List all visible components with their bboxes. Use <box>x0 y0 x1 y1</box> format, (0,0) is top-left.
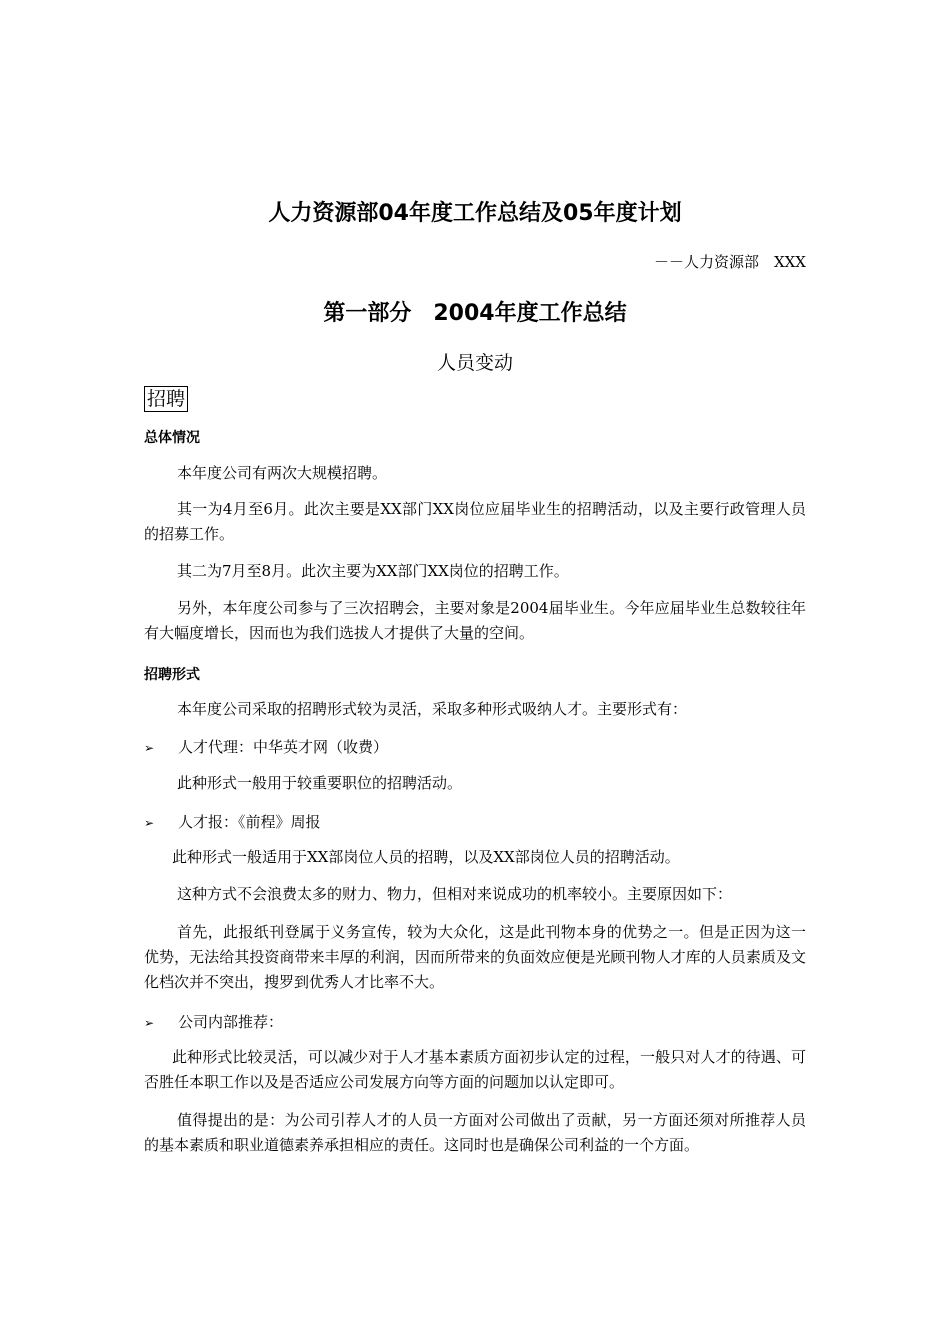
arrow-bullet-icon: ➢ <box>144 1016 155 1030</box>
bullet-text: 人才代理：中华英才网（收费） <box>178 738 389 756</box>
heading-overview: 总体情况 <box>144 430 200 446</box>
paragraph: 值得提出的是：为公司引荐人才的人员一方面对公司做出了贡献，另一方面还须对所推荐人员的基本素质和职业道德素养承担相应的责任。这同时也是确保公司利益的一个方面。 <box>144 1111 806 1154</box>
paragraph: 此种形式比较灵活，可以减少对于人才基本素质方面初步认定的过程，一般只对人才的待遇、可否胜任本职工作以及是否适应公司发展方向等方面的问题加以认定即可。 <box>144 1048 806 1091</box>
bullet-item <box>144 736 388 759</box>
paragraph: 首先，此报纸刊登属于义务宣传，较为大众化，这是此刊物本身的优势之一。但是正因为这一优势，无法给其投资商带来丰厚的利润，因而所带来的负面效应便是光顾刊物人才库的人员素质及文化档次并不突出，搜罗到优秀人才比率不大。 <box>144 923 806 991</box>
bullet-text: 人才报：《前程》周报 <box>178 813 321 831</box>
paragraph: 此种形式一般用于较重要职位的招聘活动。 <box>177 774 463 792</box>
paragraph: 这种方式不会浪费太多的财力、物力，但相对来说成功的机率较小。主要原因如下： <box>177 885 733 903</box>
bullet-item <box>144 811 321 834</box>
arrow-bullet-icon: ➢ <box>144 816 155 830</box>
heading-forms: 招聘形式 <box>144 667 200 683</box>
bullet-item <box>144 1011 283 1034</box>
paragraph: 本年度公司采取的招聘形式较为灵活，采取多种形式吸纳人才。主要形式有： <box>177 700 688 718</box>
section-title: 人员变动 <box>436 352 513 374</box>
paragraph: 其一为4月至6月。此次主要是XX部门XX岗位应届毕业生的招聘活动，以及主要行政管理人员的招募工作。 <box>144 500 806 543</box>
paragraph: 此种形式一般适用于XX部岗位人员的招聘，以及XX部岗位人员的招聘活动。 <box>172 848 680 866</box>
subsection-heading-boxed: 招聘 <box>144 386 188 412</box>
document-author: －－人力资源部 XXX <box>653 253 806 271</box>
paragraph: 另外，本年度公司参与了三次招聘会，主要对象是2004届毕业生。今年应届毕业生总数较往年有大幅度增长，因而也为我们选拔人才提供了大量的空间。 <box>144 599 806 642</box>
part-title: 第一部分 2004年度工作总结 <box>323 301 627 326</box>
arrow-bullet-icon: ➢ <box>144 741 155 755</box>
bullet-text: 公司内部推荐： <box>178 1013 284 1031</box>
paragraph: 其二为7月至8月。此次主要为XX部门XX岗位的招聘工作。 <box>177 562 569 580</box>
document-title: 人力资源部04年度工作总结及05年度计划 <box>268 201 682 226</box>
paragraph: 本年度公司有两次大规模招聘。 <box>177 464 388 482</box>
